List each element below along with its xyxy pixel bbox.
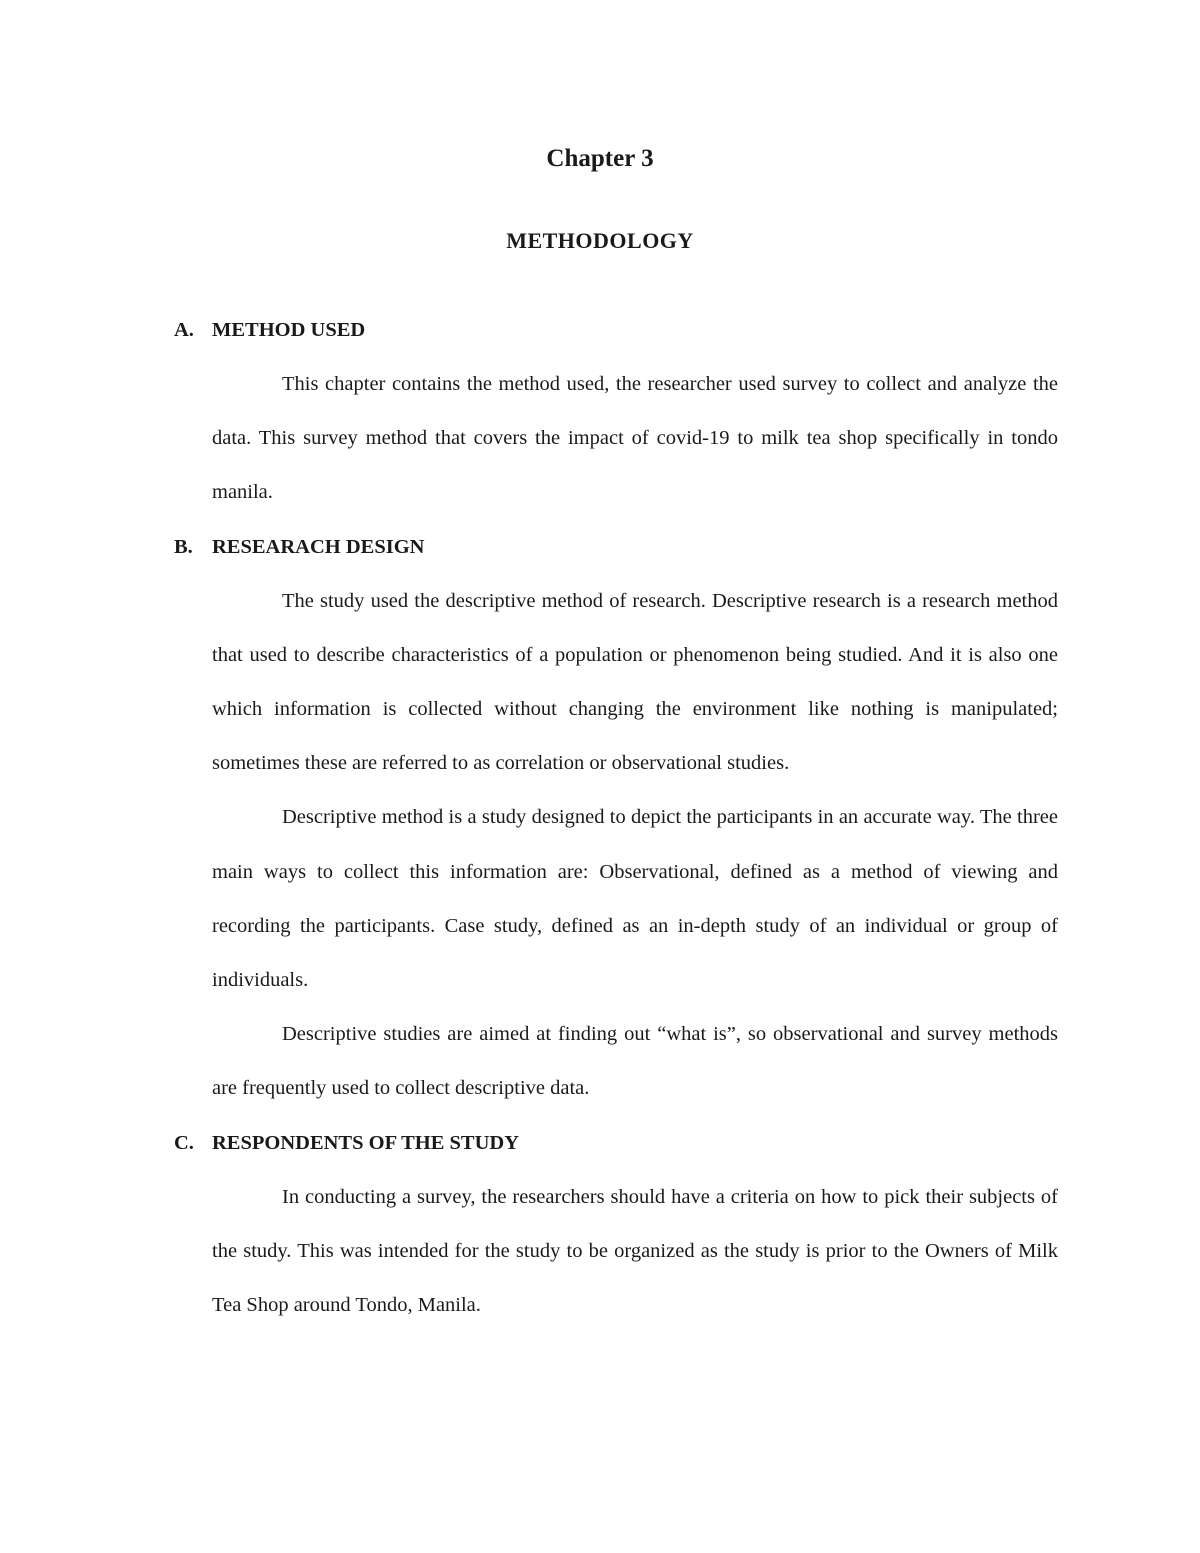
section-letter: B.	[174, 535, 193, 558]
paragraph: In conducting a survey, the researchers should have a criteria on how to pick their subjects of the study. This was intended for the study to be organized as the study is prior to the Owners of Milk Tea Shop around Tondo, Manila.	[212, 1185, 1058, 1317]
section-method-used	[174, 315, 1058, 532]
section-research-design	[174, 532, 1058, 1128]
section-title: METHOD USED	[212, 319, 366, 341]
section-title: RESEARACH DESIGN	[212, 535, 425, 558]
paragraph: The study used the descriptive method of research. Descriptive research is a research method that used to describe characteristics of a population or phenomenon being studied. And it is also one which information is collected without changing the environment like nothing is manipulated; sometimes these are referred to as correlation or observational studies.	[212, 589, 1058, 775]
section-heading	[174, 532, 1058, 562]
page-title: METHODOLOGY	[506, 228, 694, 253]
section-heading	[174, 315, 1058, 345]
section-letter: A.	[174, 319, 194, 341]
section-heading	[174, 1128, 1058, 1158]
section-letter: C.	[174, 1131, 194, 1154]
paragraph: This chapter contains the method used, the researcher used survey to collect and analyze the data. This survey method that covers the impact of covid-19 to milk tea shop specifically in tondo manila.	[212, 373, 1058, 504]
section-respondents	[174, 1128, 1058, 1345]
paragraph: Descriptive studies are aimed at finding out “what is”, so observational and survey methods are frequently used to collect descriptive data.	[212, 1023, 1058, 1100]
paragraph: Descriptive method is a study designed to depict the participants in an accurate way. The three main ways to collect this information are: Observational, defined as a method of viewing and recording the participants. Case study, defined as an in-depth study of an individual or group of individuals.	[212, 806, 1058, 992]
document-body	[174, 315, 1058, 1344]
section-title: RESPONDENTS OF THE STUDY	[212, 1131, 519, 1154]
chapter-label: Chapter 3	[546, 145, 654, 172]
